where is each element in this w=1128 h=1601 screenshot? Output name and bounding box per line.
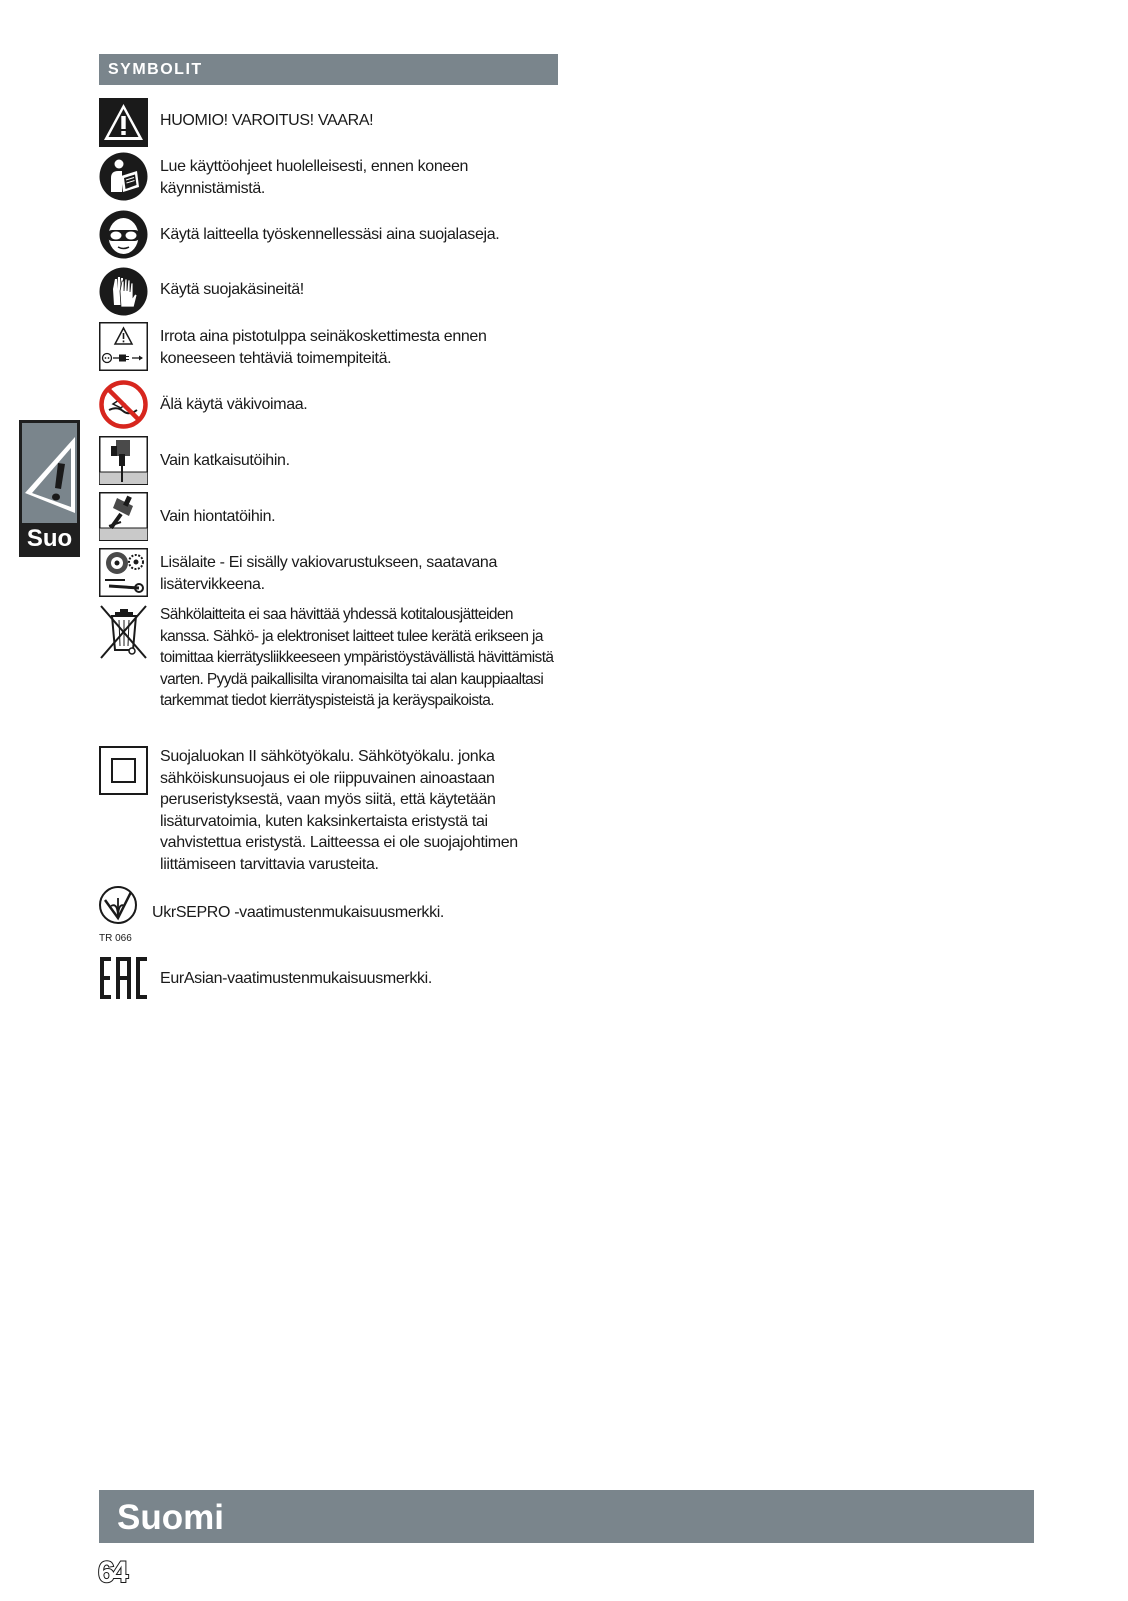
side-tab-graphic [22, 423, 77, 523]
symbol-row-grinding [99, 492, 569, 542]
symbol-row-cutting [99, 436, 569, 486]
footer-language-bar [99, 1490, 1034, 1543]
unplug-icon [99, 322, 148, 371]
warning-triangle-icon [99, 98, 148, 147]
safety-goggles-icon [99, 210, 148, 259]
ukrsepro-icon [99, 884, 148, 944]
symbol-text: Vain katkaisutöihin. [160, 452, 290, 469]
symbol-row-read-manual [99, 152, 569, 202]
symbol-text: HUOMIO! VAROITUS! VAARA! [160, 112, 374, 129]
symbol-text: Lisälaite - Ei sisälly vakiovarustukseen, saatavana lisätervikkeena. [160, 554, 497, 593]
symbol-row-class-ii [99, 746, 569, 878]
weee-crossed-bin-icon [99, 604, 148, 660]
symbol-text: Sähkölaitteita ei saa hävittää yhdessä kotitalousjätteiden kanssa. Sähkö- ja elektroniset laitteet tulee kerätä erikseen ja toimittaa kierrätysliikkeeseen ympäristöystävällistä hävittämistä varten. Pyydä paikallisilta viranomaisilta tai alan kauppiaaltasi tarkemmat tiedot kierrätyspisteistä ja keräyspaikoista. [160, 606, 554, 709]
symbol-text: EurAsian-vaatimustenmukaisuusmerkki. [160, 970, 432, 987]
protection-class-ii-icon [99, 746, 148, 795]
side-tab-label: Suo [26, 525, 73, 552]
eac-mark-icon [99, 956, 148, 1000]
symbol-text: Älä käytä väkivoimaa. [160, 396, 308, 413]
symbol-row-accessory [99, 548, 569, 598]
symbol-row-gloves [99, 267, 569, 317]
symbol-row-ukrsepro [99, 884, 569, 944]
symbol-row-no-force [99, 380, 569, 430]
symbol-row-weee [99, 604, 569, 740]
caution-exclamation-icon [22, 423, 77, 523]
symbol-text: UkrSEPRO -vaatimustenmukaisuusmerkki. [152, 904, 445, 921]
footer-title: Suomi [117, 1498, 224, 1537]
symbol-row-eac [99, 956, 569, 1006]
symbol-row-warning [99, 98, 569, 148]
symbol-text: Vain hiontatöihin. [160, 508, 276, 525]
symbol-text: Lue käyttöohjeet huolelleisesti, ennen koneen käynnistämistä. [160, 158, 469, 197]
ukrsepro-code: TR 066 [99, 933, 132, 944]
no-force-icon [99, 380, 148, 429]
cutting-only-icon [99, 436, 148, 485]
symbol-text: Suojaluokan II sähkötyökalu. Sähkötyökalu. jonka sähköiskunsuojaus ei ole riippuvainen ainoastaan peruseristyksestä, vaan myös siitä, että käytetään lisäturvatoimia, kuten kaksinkertaista eristystä tai vahvistettua eristystä. Laitteessa ei ole suojajohtimen liittämiseen tarvittavia varusteita. [160, 748, 518, 873]
symbol-row-goggles [99, 210, 569, 260]
grinding-only-icon [99, 492, 148, 541]
symbol-text: Irrota aina pistotulppa seinäkoskettimesta ennen koneeseen tehtäviä toimempiteitä. [160, 328, 487, 367]
read-manual-icon [99, 152, 148, 201]
section-header [99, 54, 558, 85]
page-number: 64 [98, 1556, 126, 1589]
symbol-text: Käytä suojakäsineitä! [160, 281, 304, 298]
symbol-row-unplug [99, 322, 569, 372]
section-title: SYMBOLIT [108, 61, 203, 78]
accessory-icon [99, 548, 148, 597]
protective-gloves-icon [99, 267, 148, 316]
symbol-text: Käytä laitteella työskennellessäsi aina suojalaseja. [160, 226, 500, 243]
side-language-tab [19, 420, 80, 557]
